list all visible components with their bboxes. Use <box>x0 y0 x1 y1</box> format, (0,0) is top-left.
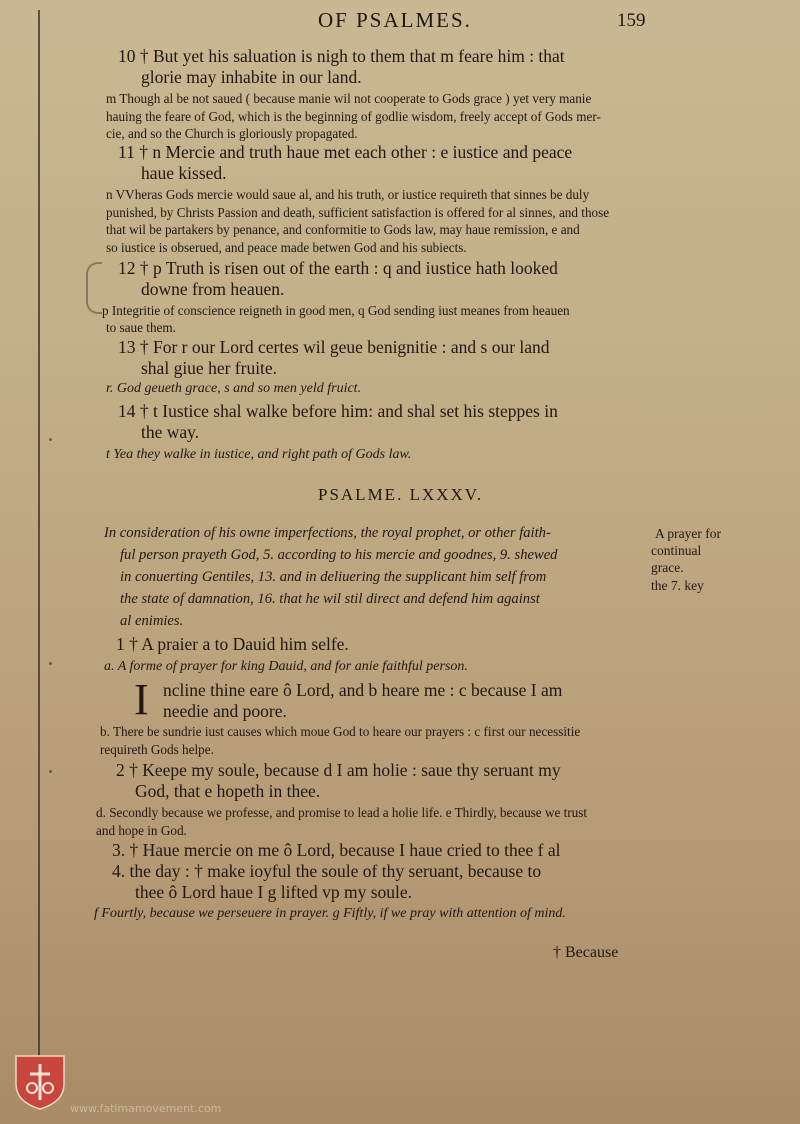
annotation-line: to saue them. <box>106 320 176 335</box>
spine-dot <box>49 662 52 665</box>
annotation-line: so iustice is obserued, and peace made betwen God and his subiects. <box>106 240 467 255</box>
drop-cap: I <box>134 675 149 724</box>
annotation-line: f Fourtly, because we perseuere in prayer. g Fiftly, if we pray with attention of mind. <box>94 906 566 921</box>
annotation-line: b. There be sundrie iust causes which moue God to heare our prayers : c first our necessitie <box>100 724 581 739</box>
verse-line: thee ô Lord haue I g lifted vp my soule. <box>135 882 413 902</box>
website-watermark: www.fatimamovement.com <box>70 1102 222 1115</box>
annotation-line: a. A forme of prayer for king Dauid, and for anie faithful person. <box>104 659 468 674</box>
margin-note-line: grace. <box>651 560 684 575</box>
page-spine-line <box>38 10 40 1070</box>
psalm-title: PSALME. LXXXV. <box>318 485 484 504</box>
argument-line: the state of damnation, 16. that he wil stil direct and defend him against <box>120 591 540 607</box>
verse-line: haue kissed. <box>141 163 227 183</box>
annotation-line: d. Secondly because we professe, and promise to lead a holie life. e Thirdly, because we trust <box>96 805 588 820</box>
annotation-line: that wil be partakers by penance, and conformitie to Gods law, may haue remission, e and <box>106 222 580 237</box>
annotation-line: cie, and so the Church is gloriously propagated. <box>106 126 358 141</box>
annotation-line: hauing the feare of God, which is the beginning of godlie wisdom, freely accept of Gods mer- <box>106 109 601 124</box>
annotation-line: r. God geueth grace, s and so men yeld fruict. <box>106 381 362 396</box>
annotation-line: n VVheras Gods mercie would saue al, and his truth, or iustice requireth that sinnes be duly <box>106 187 590 202</box>
annotation-line: punished, by Christs Passion and death, sufficient satisfaction is offered for al sinnes, and those <box>106 205 610 220</box>
verse-line: God, that e hopeth in thee. <box>135 781 321 801</box>
verse-line: 10 † But yet his saluation is nigh to them that m feare him : that <box>118 46 565 66</box>
margin-note-line: continual <box>651 543 702 558</box>
verse-line: ncline thine eare ô Lord, and b heare me : c because I am <box>163 680 563 700</box>
running-header: OF PSALMES. <box>318 8 472 32</box>
annotation-line: requireth Gods helpe. <box>100 742 214 757</box>
verse-line: downe from heauen. <box>141 279 285 299</box>
argument-line: ful person prayeth God, 5. according to his mercie and goodnes, 9. shewed <box>120 547 558 563</box>
spine-dot <box>49 770 52 773</box>
annotation-line: p Integritie of conscience reigneth in good men, q God sending iust meanes from heauen <box>102 303 570 318</box>
shield-logo-icon <box>14 1054 66 1110</box>
verse-line: 3. † Haue mercie on me ô Lord, because I haue cried to thee f al <box>112 840 561 860</box>
verse-line: glorie may inhabite in our land. <box>141 67 362 87</box>
verse-line: 13 † For r our Lord certes wil geue benignitie : and s our land <box>118 337 550 357</box>
argument-line: in conuerting Gentiles, 13. and in deliuering the supplicant him self from <box>120 569 547 585</box>
verse-line: 11 † n Mercie and truth haue met each other : e iustice and peace <box>118 142 573 162</box>
verse-line: 1 † A praier a to Dauid him selfe. <box>116 634 349 654</box>
annotation-line: t Yea they walke in iustice, and right path of Gods law. <box>106 447 412 462</box>
argument-line: In consideration of his owne imperfections, the royal prophet, or other faith- <box>104 525 551 541</box>
verse-line: 12 † p Truth is risen out of the earth : q and iustice hath looked <box>118 258 558 278</box>
margin-note-line: A prayer for <box>655 526 721 541</box>
argument-line: al enimies. <box>120 613 184 629</box>
page-number: 159 <box>617 10 646 31</box>
annotation-line: and hope in God. <box>96 823 187 838</box>
verse-line: 14 † t Iustice shal walke before him: and shal set his steppes in <box>118 401 558 421</box>
annotation-line: m Though al be not saued ( because manie wil not cooperate to Gods grace ) yet very manie <box>106 91 592 106</box>
margin-note-line: the 7. key <box>651 578 704 593</box>
verse-line: the way. <box>141 422 200 442</box>
catchword: † Because <box>553 944 619 961</box>
verse-line: needie and poore. <box>163 701 287 721</box>
verse-line: shal giue her fruite. <box>141 358 278 378</box>
margin-bracket <box>86 262 102 314</box>
verse-line: 4. the day : † make ioyful the soule of thy seruant, because to <box>112 861 542 881</box>
spine-dot <box>49 438 52 441</box>
verse-line: 2 † Keepe my soule, because d I am holie : saue thy seruant my <box>116 760 561 780</box>
